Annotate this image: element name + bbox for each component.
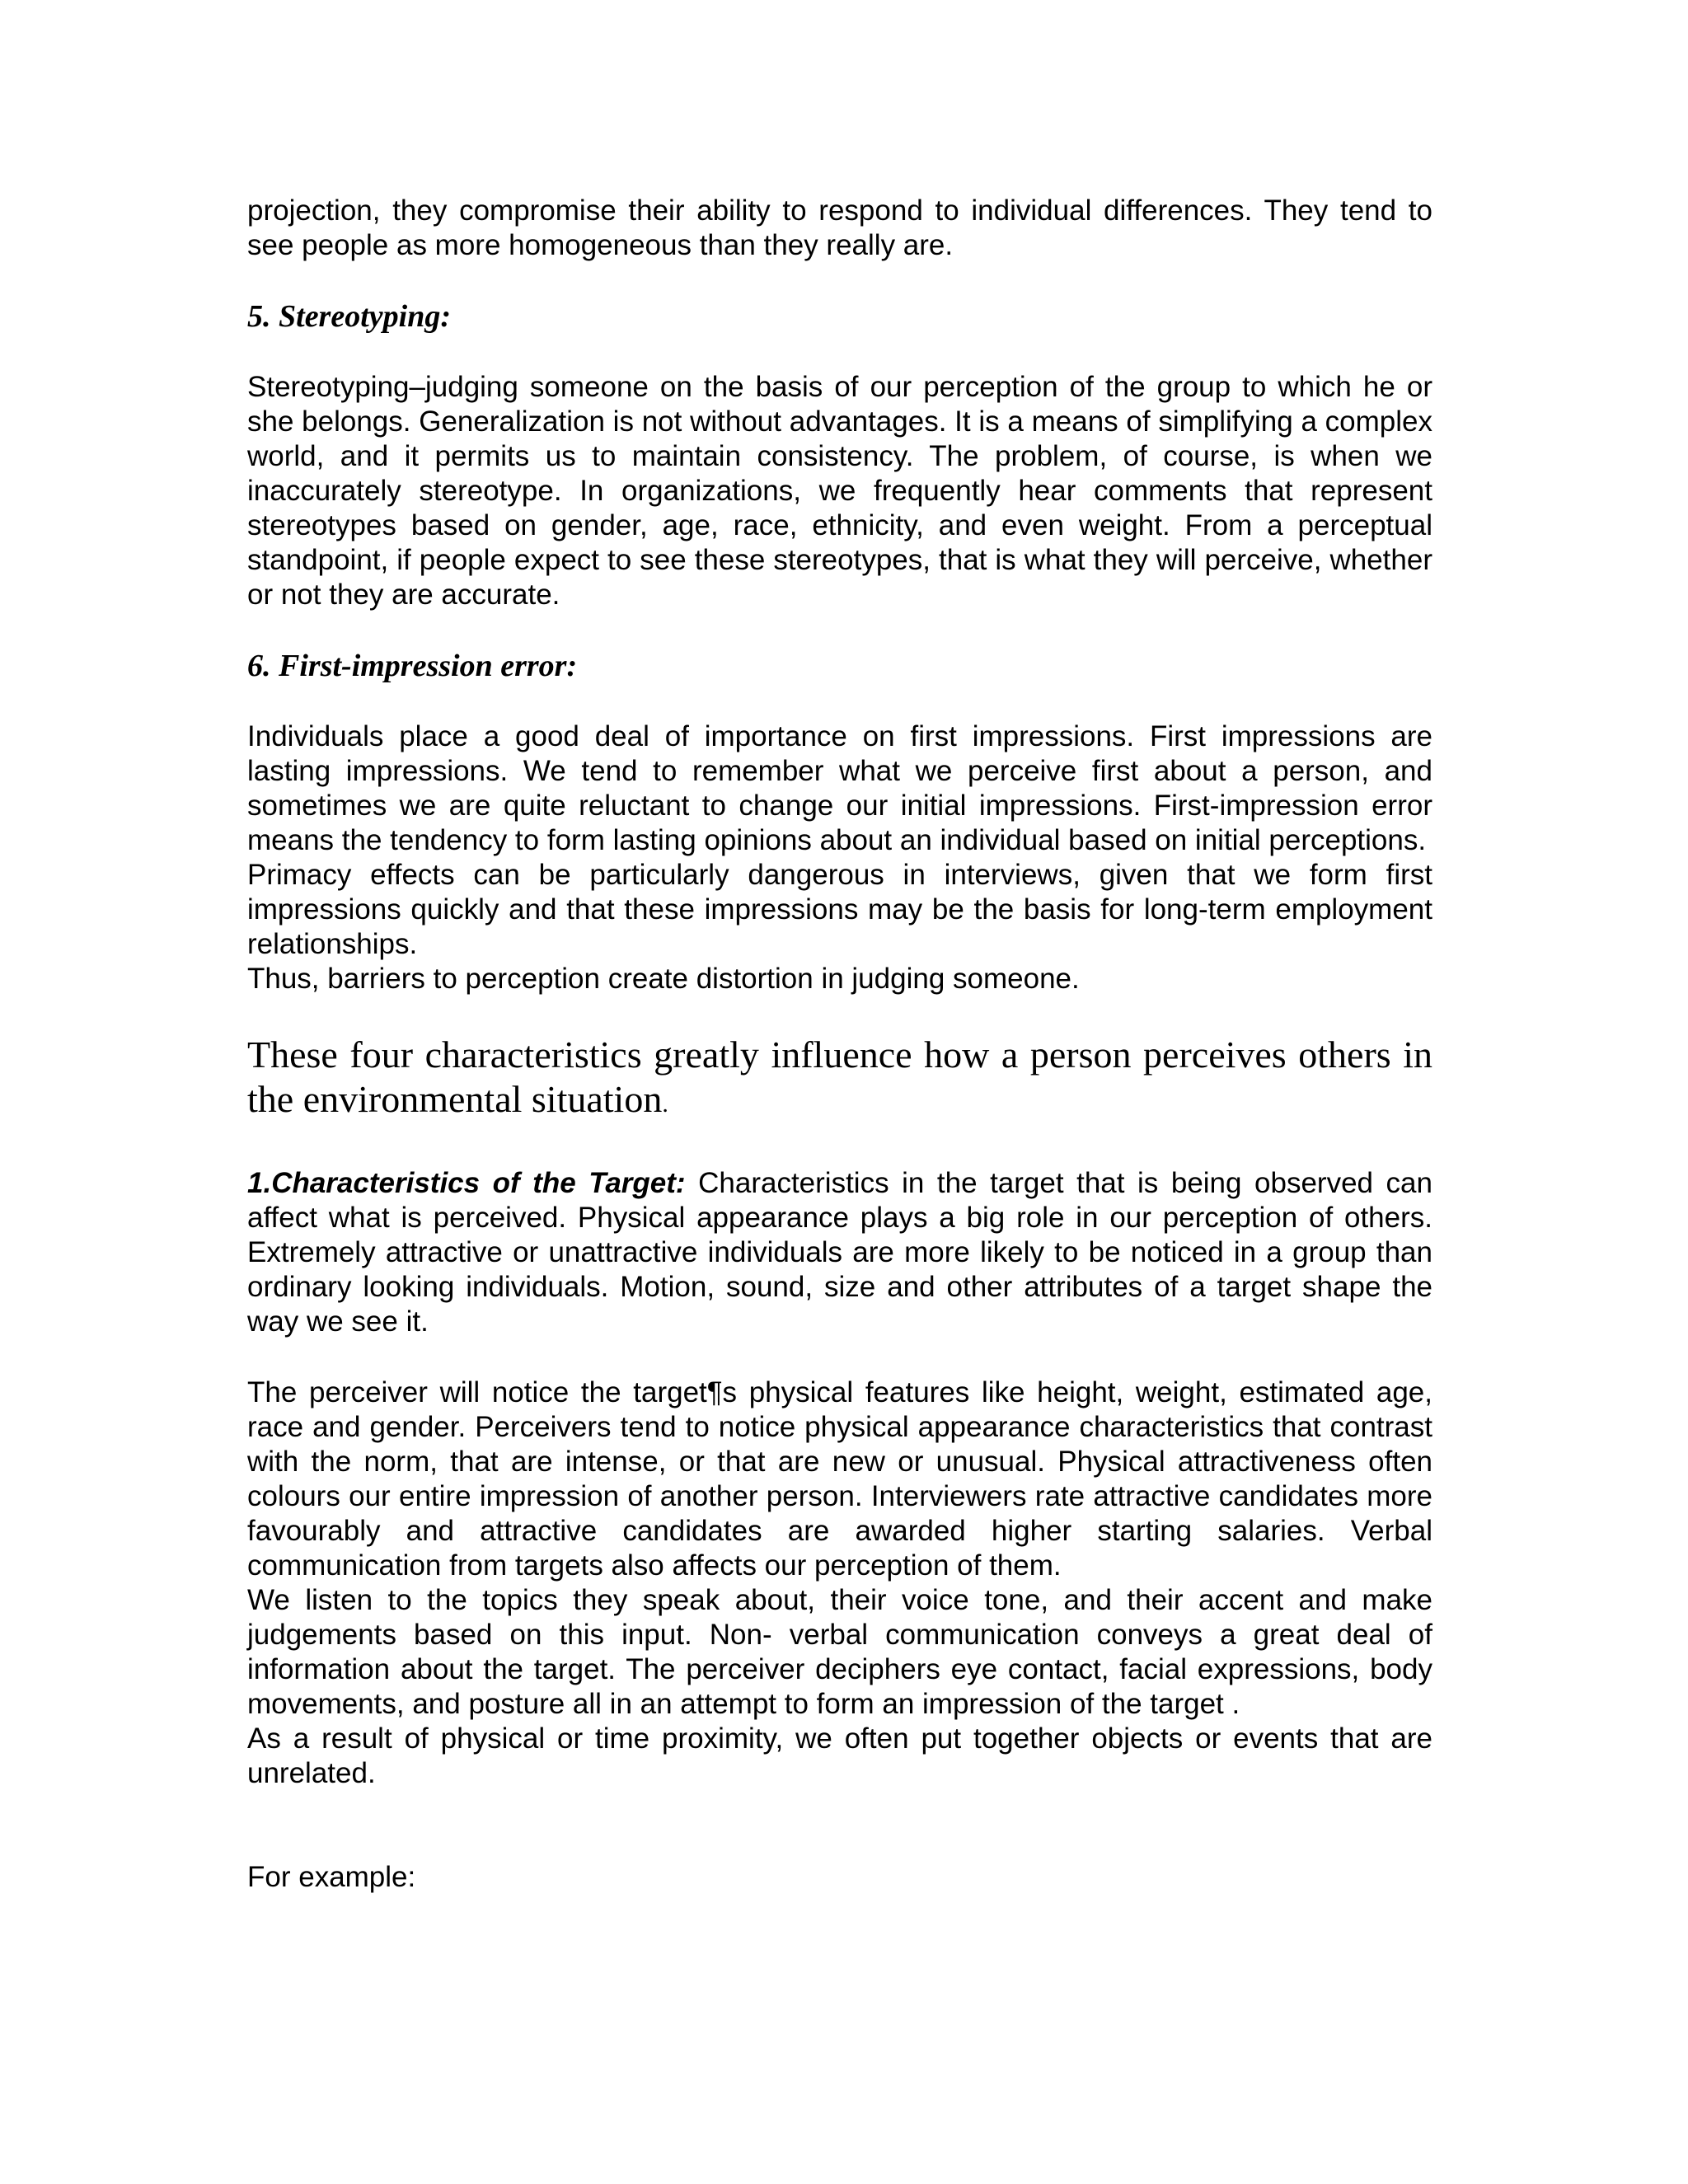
section-heading-stereotyping: 5. Stereotyping: [247,299,451,334]
perceiver-paragraph: The perceiver will notice the target¶s physical features like height, weight, estimated age, race and gender. Perceivers tend to notice physical appearance characteristics that contrast with the norm, that are intense, or that are new or unusual. Physical attractiveness often colours our entire impression of another person. Interviewers rate attractive candidates more favourably and attractive candidates are awarded higher starting salaries. Verbal communication from targets also affects our perception of them. [247,1376,1432,1582]
spacer [247,1339,1432,1376]
spacer [247,683,1432,719]
target-paragraph [247,1166,1432,1339]
characteristics-intro-text: These four characteristics greatly influence how a person perceives others in the environmental situation [247,1033,1432,1120]
spacer [247,996,1432,1033]
spacer [247,334,1432,370]
characteristics-intro [247,1033,1432,1127]
primacy-paragraph: Primacy effects can be particularly dangerous in interviews, given that we form first impressions quickly and that these impressions may be the basis for long-term employment relationships. [247,859,1432,960]
section-heading-first-impression: 6. First-impression error: [247,649,578,683]
stereotyping-paragraph: Stereotyping–judging someone on the basis of our perception of the group to which he or she belongs. Generalization is not without advantages. It is a means of simplifying a complex world, and it permits us to maintain consistency. The problem, of course, is when we inaccurately stereotype. In organizations, we frequently hear comments that represent stereotypes based on gender, age, race, ethnicity, and even weight. From a perceptual standpoint, if people expect to see these stereotypes, that is what they will perceive, whether or not they are accurate. [247,371,1432,611]
proximity-paragraph: As a result of physical or time proximity, we often put together objects or events that are unrelated. [247,1722,1432,1789]
target-body: Characteristics in the target that is being observed can affect what is perceived. Physical appearance plays a big role in our perception of others. Extremely attractive or unattractive individuals are more likely to be noticed in a group than ordinary looking individuals. Motion, sound, size and other attributes of a target shape the way we see it. [247,1167,1432,1338]
spacer [247,612,1432,649]
characteristics-intro-tail: . [662,1090,668,1118]
example-label: For example: [247,1861,416,1893]
target-label: 1.Characteristics of the Target: [247,1167,686,1199]
spacer [247,263,1432,299]
intro-paragraph: projection, they compromise their ability to respond to individual differences. They tend to see people as more homogeneous than they really are. [247,194,1432,261]
barriers-paragraph: Thus, barriers to perception create distortion in judging someone. [247,963,1080,995]
document-page [247,194,1432,1895]
spacer [247,1791,1432,1860]
communication-paragraph: We listen to the topics they speak about, their voice tone, and their accent and make judgements based on this input. Non- verbal communication conveys a great deal of information about the target. The perceiver deciphers eye contact, facial expressions, body movements, and posture all in an attempt to form an impression of the target . [247,1584,1432,1720]
first-impression-paragraph: Individuals place a good deal of importance on first impressions. First impressions are lasting impressions. We tend to remember what we perceive first about a person, and sometimes we are quite reluctant to change our initial impressions. First-impression error means the tendency to form lasting opinions about an individual based on initial perceptions. [247,720,1432,856]
spacer [247,1127,1432,1166]
